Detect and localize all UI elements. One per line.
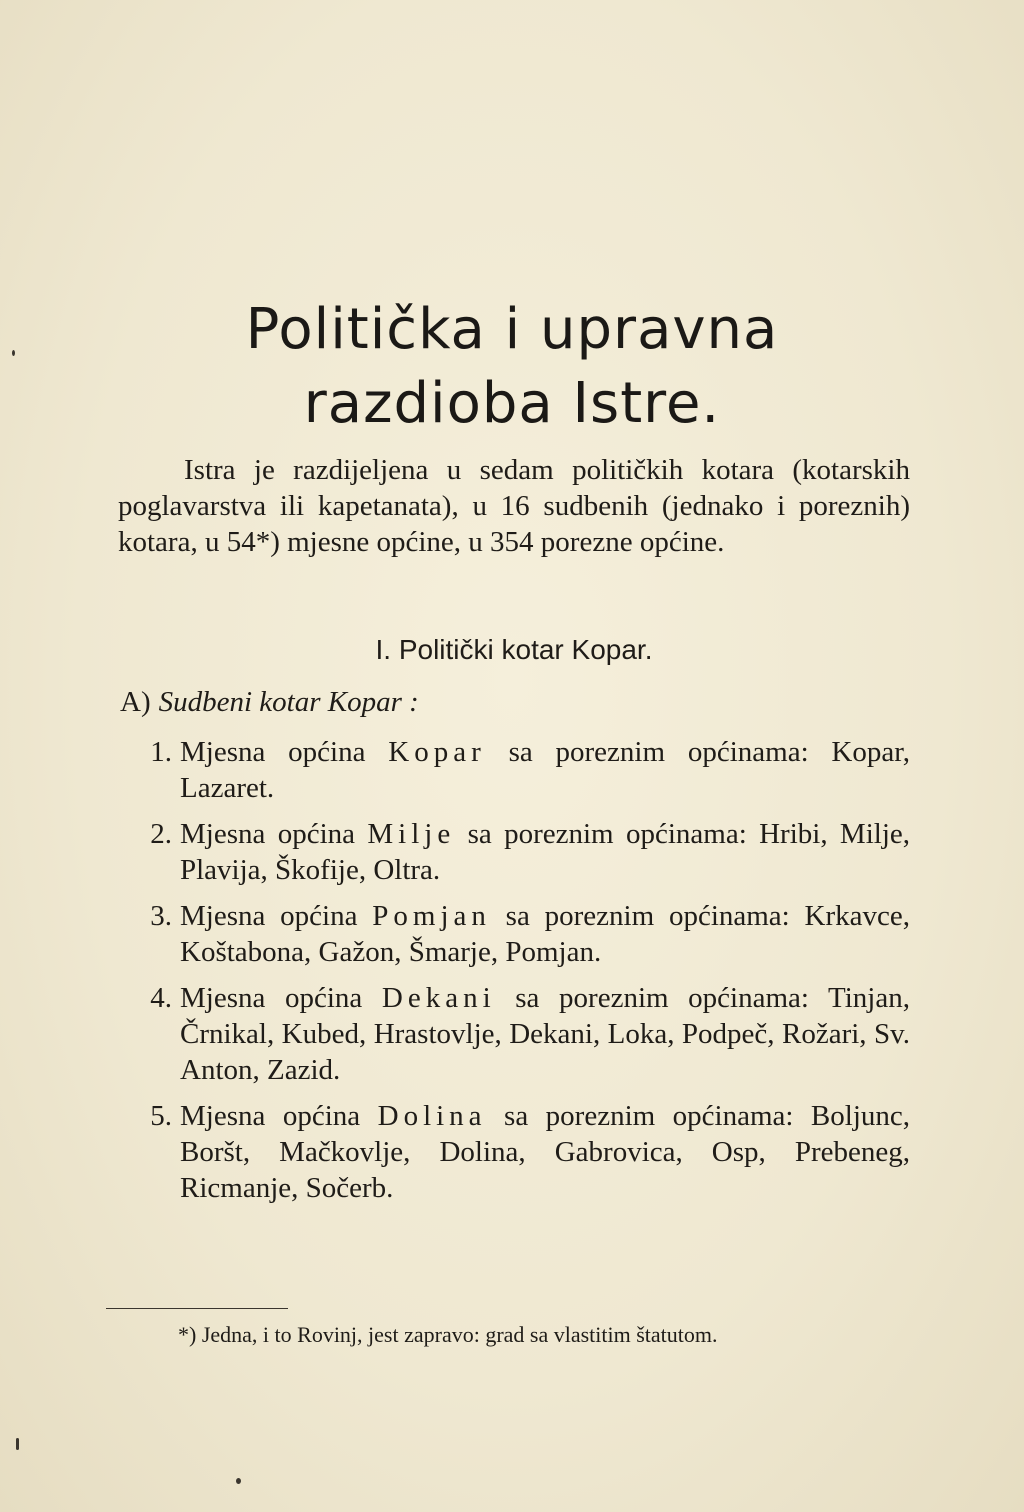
list-item-number: 1.: [150, 736, 172, 768]
footnote-divider: [106, 1308, 288, 1309]
list-item: [120, 980, 910, 1088]
paper-speck: [12, 350, 15, 356]
list-item: [120, 734, 910, 806]
list-item-prefix: Mjesna općina: [180, 900, 373, 932]
municipality-name: Dolina: [377, 1100, 487, 1132]
municipality-list: [120, 734, 910, 1216]
page-title-line-2: razdioba Istre.: [303, 371, 721, 436]
list-item: [120, 816, 910, 888]
list-item-text: sa poreznim općinama: Boljunc, Boršt, Mačkovlje, Dolina, Gabrovica, Osp, Prebeneg, Ricmanje, Sočerb.: [180, 1100, 910, 1204]
municipality-name: Pomjan: [372, 900, 491, 932]
list-item-number: 5.: [150, 1100, 172, 1132]
municipality-name: Dekani: [381, 982, 496, 1014]
paper-speck: [16, 1438, 19, 1450]
list-item-prefix: Mjesna općina: [180, 1100, 378, 1132]
page-title-line-1: Politička i upravna: [245, 297, 779, 362]
list-item-number: 3.: [150, 900, 172, 932]
list-item-text: sa poreznim općinama: Kopar, Lazaret.: [180, 736, 910, 804]
list-item: [120, 898, 910, 970]
footnote: *) Jedna, i to Rovinj, jest zapravo: grad sa vlastitim štatutom.: [178, 1322, 718, 1347]
sub-heading-title: Sudbeni kotar Kopar :: [158, 686, 419, 718]
sub-heading-label: A): [120, 686, 151, 718]
municipality-name: Milje: [367, 818, 456, 850]
list-item-prefix: Mjesna općina: [180, 736, 389, 768]
list-item-number: 2.: [150, 818, 172, 850]
intro-paragraph: Istra je razdijeljena u sedam političkih kotara (kotarskih poglavarstva ili kapetanata), u 16 sudbenih (jednako i poreznih) kotara, u 54*) mjesne općine, u 354 porezne općine.: [118, 454, 910, 558]
list-item-number: 4.: [150, 982, 172, 1014]
list-item-text: sa poreznim općinama: Krkavce, Koštabona, Gažon, Šmarje, Pomjan.: [180, 900, 910, 968]
list-item: [120, 1098, 910, 1206]
section-heading: I. Politički kotar Kopar.: [375, 634, 653, 665]
list-item-prefix: Mjesna općina: [180, 818, 368, 850]
paper-speck: [236, 1478, 241, 1484]
sub-heading: [120, 684, 419, 720]
municipality-name: Kopar: [388, 736, 486, 768]
list-item-text: sa poreznim općinama: Hribi, Milje, Plavija, Škofije, Oltra.: [180, 818, 910, 886]
list-item-text: sa poreznim općinama: Tinjan, Črnikal, Kubed, Hrastovlje, Dekani, Loka, Podpeč, Rožari, Sv. Anton, Zazid.: [180, 982, 910, 1086]
list-item-prefix: Mjesna općina: [180, 982, 382, 1014]
